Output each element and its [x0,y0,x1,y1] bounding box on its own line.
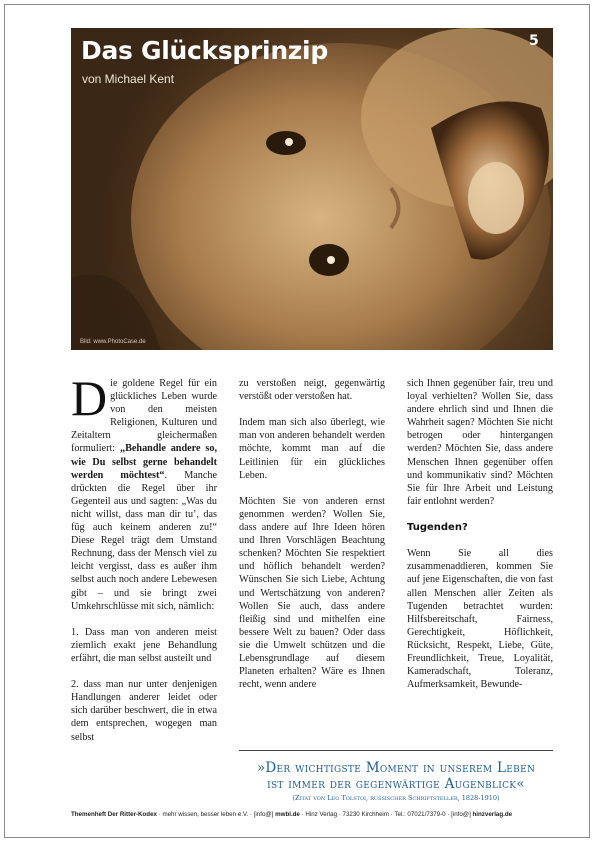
paragraph: 2. dass man nur unter denjenigen Handlungen anderer leidet oder sich darüber beschwert, die in etwa dem entsprechen, wogegen man selbst [71,679,217,743]
footer-link-hinzverlag[interactable]: hinzverlag.de [472,811,513,818]
footer-text: · mehr wissen, besser leben e.V. · [info@] [156,811,276,818]
text-column-1 [71,370,217,757]
paragraph-text: . Manche drückten die Regel über ihr Gegenteil aus und sagten: „Was du nicht willst, dass man dir tu’, das füg auch keinem anderen zu!“ Diese Regel trägt dem Umstand Rechnung, dass der Mensch viel zu leicht vergisst, dass es außer ihm selbst auch noch andere Lebewesen gibt – und sie bringt zwei Umkehrschlüsse mit sich, nämlich: [71,469,217,612]
paragraph: zu verstoßen neigt, gegenwärtig verstößt oder verstoßen hat. [239,378,385,403]
paragraph: 1. Dass man von anderen meist ziemlich exakt jene Behandlung erfährt, die man selbst austeilt und [71,626,217,664]
drop-cap: D [71,370,108,426]
quote-source: (Zitat von Leo Tolstoi, russischer Schriftsteller, 1828-1910) [292,794,500,802]
photo-credit: Bild: www.PhotoCase.de [80,339,146,345]
paragraph: Möchten Sie von anderen ernst genommen werden? Wollen Sie, dass andere auf Ihre Ideen hören und Ihren Vorschlägen Beachtung schenken? Möchten Sie respektiert und höflich behandelt werden? Wünschen Sie sich Liebe, Achtung und Wertschätzung von anderen? Wollen Sie auch, dass andere fleißig sind und mithelfen eine bessere Welt zu bauen? Oder dass sie die Umwelt schützen und die Lebensgrundlage auf diesem Planeten erhalten? Wäre es Ihnen recht, wenn andere [239,495,385,691]
text-column-2 [239,377,385,704]
paragraph: Wenn Sie all dies zusammenaddieren, kommen Sie auf jene Eigenschaften, die von fast allen Menschen aller Zeiten als Tugenden betrachtet wurden: Hilfsbereitschaft, Fairness, Gerechtigkeit, Höflichkeit, Rücksicht, Respekt, Liebe, Güte, Freundlichkeit, Treue, Loyalität, Kameradschaft, Toleranz, Aufmerksamkeit, Bewunde- [407,548,553,691]
quote-line-1: »Der wichtigste Moment in unserem Leben [256,760,536,776]
author-byline: von Michael Kent [82,72,175,86]
paragraph: Indem man sich also überlegt, wie man von anderen behandelt werden möchte, kommt man auf die Leitlinien für ein glückliches Leben. [239,417,385,481]
paragraph [71,370,217,613]
text-column-3 [407,377,553,704]
golden-rule-quote: „Behandle andere so, wie Du selbst gerne behandelt werden möchtest“ [71,443,217,481]
quote-line-2: ist immer der gegenwärtige Augenblick« [267,776,525,792]
footer-text: · Hinz Verlag · 73230 Kirchheim · Tel.: 07021/7379-0 · [info@] [299,811,473,818]
footer-link-mwbl[interactable]: mwbl.de [275,811,300,818]
paragraph-text: ie goldene Regel für ein glückliches Leben wurde von den meisten Religionen, Kulturen und Zeitaltern gleichermaßen formuliert: [71,378,217,455]
quote-divider [239,750,553,751]
page-number: 5 [529,33,539,49]
publication-name: Themenheft Der Ritter-Kodex [71,811,157,818]
pull-quote [239,760,553,803]
page-title: Das Glücksprinzip [81,36,328,65]
page-footer [71,811,553,818]
section-heading: Tugenden? [407,522,468,534]
paragraph: sich Ihnen gegenüber fair, treu und loyal verhielten? Wollen Sie, dass andere ehrlich sind und Ihnen die Wahrheit sagen? Möchten Sie nicht betrogen oder hintergangen werden? Möchten Sie, dass andere Menschen Ihnen gegenüber offen und kommunikativ sind? Möchten Sie für Ihre Arbeit und Leistung fair entlohnt werden? [407,378,553,507]
